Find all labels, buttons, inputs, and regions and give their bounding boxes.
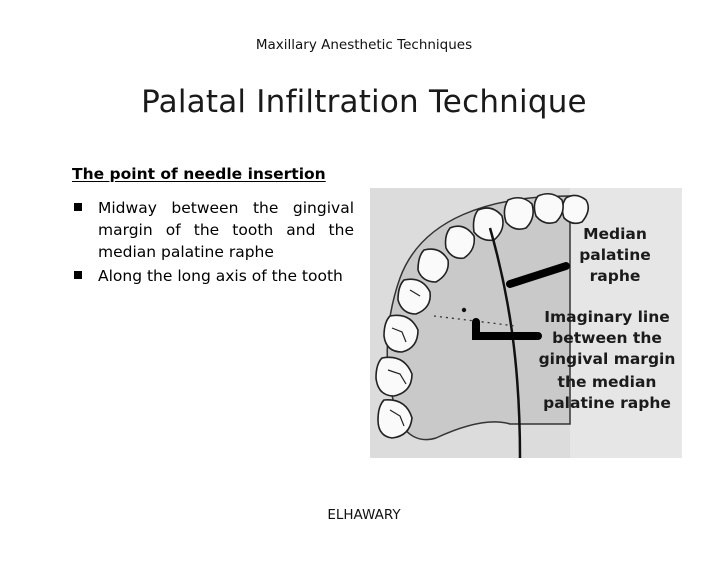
bullet-item: [72, 197, 354, 263]
palate-diagram: [370, 188, 682, 458]
bullet-text: Along the long axis of the tooth: [98, 267, 343, 285]
svg-text:Imaginary line: Imaginary line: [544, 308, 670, 326]
section-subheading: The point of needle insertion: [72, 165, 326, 183]
svg-text:palatine: palatine: [579, 246, 651, 264]
bullet-list: [72, 197, 354, 289]
slide-footer: ELHAWARY: [327, 507, 401, 523]
svg-text:gingival margin: gingival margin: [538, 350, 676, 368]
bullet-item: [72, 265, 354, 287]
svg-text:raphe: raphe: [589, 267, 641, 285]
svg-text:palatine raphe: palatine raphe: [543, 394, 671, 412]
slide-title: Palatal Infiltration Technique: [141, 84, 587, 120]
bullet-text: Midway between the gingival margin of the tooth and the median palatine raphe: [98, 199, 354, 261]
imaginary-line-label: [539, 308, 676, 412]
svg-text:between the: between the: [552, 329, 662, 347]
median-raphe-label: [579, 225, 651, 285]
svg-text:Median: Median: [583, 225, 647, 243]
square-bullet-icon: [74, 271, 82, 279]
svg-text:the median: the median: [557, 373, 657, 391]
slide-header: Maxillary Anesthetic Techniques: [255, 37, 473, 53]
square-bullet-icon: [74, 203, 82, 211]
